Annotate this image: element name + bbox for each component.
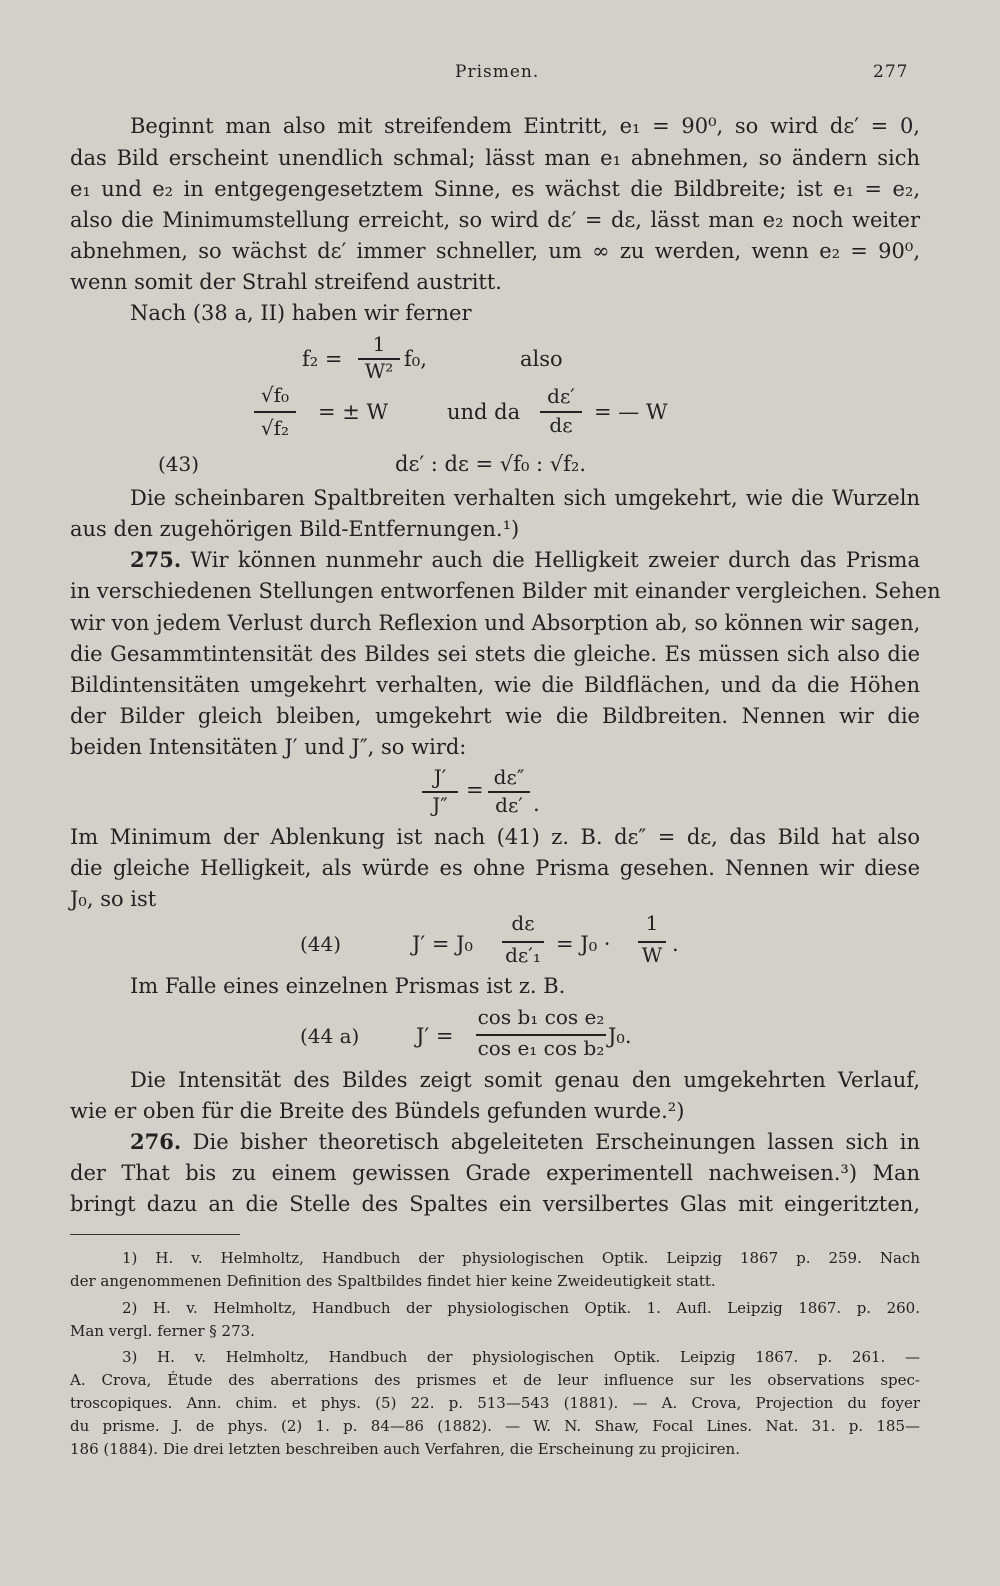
text-line: beiden Intensitäten J′ und J″, so wird: (70, 735, 467, 759)
footnote-line: der angenommenen Definition des Spaltbildes findet hier keine Zweideutigkeit statt. (70, 1272, 716, 1290)
fraction-numerator: cos b₁ cos e₂ (477, 1005, 605, 1029)
running-header: Prismen. (455, 62, 540, 82)
footnote-line: 3) H. v. Helmholtz, Handbuch der physiologischen Optik. Leipzig 1867. p. 261. — (122, 1348, 920, 1366)
text-line: die gleiche Helligkeit, als würde es ohne Prisma gesehen. Nennen wir diese (70, 856, 920, 880)
equation-text: = J₀ · (556, 932, 611, 956)
equation-text: . (533, 792, 540, 816)
equation-rhs: J₀. (608, 1024, 632, 1048)
page-number: 277 (873, 62, 909, 82)
text-line: wie er oben für die Breite des Bündels gefunden wurde.²) (70, 1099, 685, 1123)
fraction-denominator: √f₂ (260, 416, 290, 440)
equation-lhs: J′ = (416, 1024, 454, 1048)
fraction-numerator: dε″ (493, 765, 525, 789)
equation-text: also (520, 347, 563, 371)
fraction-numerator: dε′ (547, 384, 575, 408)
text-line: also die Minimumstellung erreicht, so wird dε′ = dε, lässt man e₂ noch weiter (70, 208, 920, 232)
text-line: Im Falle eines einzelnen Prismas ist z. B. (130, 974, 566, 998)
text-line: Im Minimum der Ablenkung ist nach (41) z. B. dε″ = dε, das Bild hat also (70, 825, 920, 849)
equation-43: dε′ : dε = √f₀ : √f₂. (395, 452, 587, 476)
text-line: Beginnt man also mit streifendem Eintritt, e₁ = 90⁰, so wird dε′ = 0, (130, 114, 920, 138)
equation-lhs: J′ = J₀ (412, 932, 473, 956)
equation-text: = (466, 778, 484, 802)
text-line: das Bild erscheint unendlich schmal; lässt man e₁ abnehmen, so ändern sich (70, 146, 920, 170)
footnote-line: troscopiques. Ann. chim. et phys. (5) 22. p. 513—543 (1881). — A. Crova, Projection du foyer (70, 1394, 920, 1412)
equation-rhs: f₀, (404, 347, 427, 371)
fraction-numerator: J′ (433, 765, 447, 789)
fraction-numerator: 1 (372, 332, 386, 356)
equation-text: = — W (594, 400, 668, 424)
text-line: wir von jedem Verlust durch Reflexion und Absorption ab, so können wir sagen, (70, 611, 921, 635)
footnote-line: A. Crova, Étude des aberrations des prismes et de leur influence sur les observations spec- (70, 1371, 920, 1389)
text-line: Nach (38 a, II) haben wir ferner (130, 301, 472, 325)
fraction-denominator: cos e₁ cos b₂ (477, 1036, 605, 1060)
fraction-denominator: dε′₁ (505, 943, 541, 967)
text-line: e₁ und e₂ in entgegengesetztem Sinne, es wächst die Bildbreite; ist e₁ = e₂, (70, 177, 920, 201)
section-number: 276. (130, 1129, 182, 1154)
text-line: der Bilder gleich bleiben, umgekehrt wie die Bildbreiten. Nennen wir die (70, 704, 920, 728)
fraction-numerator: dε (511, 911, 535, 935)
footnote-line: 186 (1884). Die drei letzten beschreiben auch Verfahren, die Erscheinung zu projiciren. (70, 1440, 740, 1458)
equation-lhs: f₂ = (302, 347, 343, 371)
footnote-line: 2) H. v. Helmholtz, Handbuch der physiologischen Optik. 1. Aufl. Leipzig 1867. p. 260. (122, 1299, 920, 1317)
fraction-denominator: W² (364, 359, 394, 383)
text-line: in verschiedenen Stellungen entworfenen Bilder mit einander vergleichen. Sehen (70, 579, 941, 603)
footnote-rule (70, 1234, 240, 1235)
fraction-numerator: √f₀ (260, 383, 290, 407)
text-line: abnehmen, so wächst dε′ immer schneller, um ∞ zu werden, wenn e₂ = 90⁰, (70, 239, 920, 263)
footnote-line: Man vergl. ferner § 273. (70, 1322, 255, 1340)
text-line: wenn somit der Strahl streifend austritt. (70, 270, 502, 294)
equation-number: (44) (300, 932, 342, 956)
fraction-denominator: J″ (432, 793, 448, 817)
text-line: die Gesammtintensität des Bildes sei stets die gleiche. Es müssen sich also die (70, 642, 920, 666)
text-line: Bildintensitäten umgekehrt verhalten, wie die Bildflächen, und da die Höhen (70, 673, 920, 697)
equation-number: (43) (158, 452, 200, 476)
fraction-denominator: dε′ (495, 793, 523, 817)
fraction-numerator: 1 (645, 911, 659, 935)
text-line: Die Intensität des Bildes zeigt somit genau den umgekehrten Verlauf, (130, 1068, 920, 1092)
text-line: J₀, so ist (70, 887, 157, 911)
text-line: aus den zugehörigen Bild-Entfernungen.¹) (70, 517, 520, 541)
fraction-bar (254, 411, 296, 413)
text-line: Die scheinbaren Spaltbreiten verhalten sich umgekehrt, wie die Wurzeln (130, 486, 920, 510)
fraction-denominator: dε (549, 413, 573, 437)
section-275-line: 275. Wir können nunmehr auch die Helligkeit zweier durch das Prisma (130, 547, 920, 572)
footnote-line: du prisme. J. de phys. (2) 1. p. 84—86 (1882). — W. N. Shaw, Focal Lines. Nat. 31. p. 185— (70, 1417, 920, 1435)
footnote-line: 1) H. v. Helmholtz, Handbuch der physiologischen Optik. Leipzig 1867 p. 259. Nach (122, 1249, 920, 1267)
section-number: 275. (130, 547, 182, 572)
fraction-denominator: W (641, 943, 663, 967)
equation-text: und da (447, 400, 521, 424)
equation-text: . (672, 932, 679, 956)
equation-number: (44 a) (300, 1024, 360, 1048)
text-line: der That bis zu einem gewissen Grade experimentell nachweisen.³) Man (70, 1161, 920, 1185)
text-line: bringt dazu an die Stelle des Spaltes ein versilbertes Glas mit eingeritzten, (70, 1192, 920, 1216)
section-276-line: 276. Die bisher theoretisch abgeleiteten Erscheinungen lassen sich in (130, 1129, 920, 1154)
equation-text: = ± W (318, 400, 389, 424)
